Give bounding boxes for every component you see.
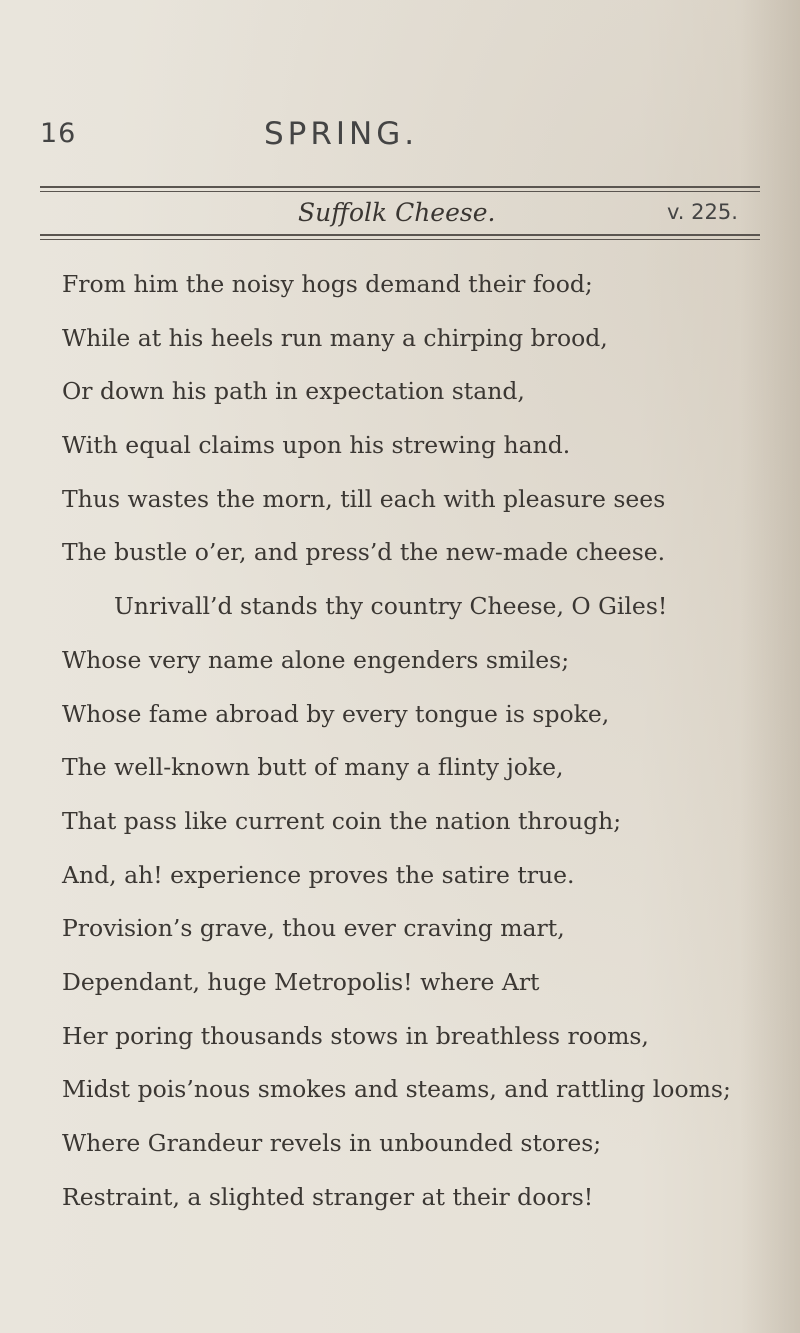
page-number: 16 [40,118,77,149]
top-rule [40,186,760,188]
verse-line: Restraint, a slighted stranger at their doors! [62,1182,594,1211]
verse-line-indented: Unrivall’d stands thy country Cheese, O Giles! [114,592,668,621]
verse-line: While at his heels run many a chirping brood, [62,323,608,352]
verse-line: With equal claims upon his strewing hand. [62,431,571,460]
verse-line: Thus wastes the morn, till each with pleasure sees [62,484,666,513]
verse-line: Whose very name alone engenders smiles; [62,645,570,674]
running-head: SPRING. [264,116,419,152]
verse-line: And, ah! experience proves the satire true. [62,860,575,889]
section-title: Suffolk Cheese. [298,198,496,227]
section-reference: v. 225. [667,200,738,224]
verse-line: Whose fame abroad by every tongue is spoke, [62,699,610,728]
verse-line: Dependant, huge Metropolis! where Art [62,967,540,996]
verse-line: The well-known butt of many a flinty joke, [62,753,564,782]
verse-line: Midst pois’nous smokes and steams, and rattling looms; [62,1075,731,1104]
verse-line: Or down his path in expectation stand, [62,377,525,406]
top-rule-thin [40,191,760,192]
verse-line: Her poring thousands stows in breathless rooms, [62,1021,649,1050]
bottom-rule-thin [40,239,760,240]
verse-line: Provision’s grave, thou ever craving mart, [62,914,565,943]
bottom-rule [40,234,760,236]
verse-line: That pass like current coin the nation through; [62,806,622,835]
verse-line: Where Grandeur revels in unbounded stores; [62,1129,602,1157]
verse-line: The bustle o’er, and press’d the new-made cheese. [62,538,666,567]
verse-line: From him the noisy hogs demand their food; [62,270,593,298]
verse-block [62,258,762,1224]
